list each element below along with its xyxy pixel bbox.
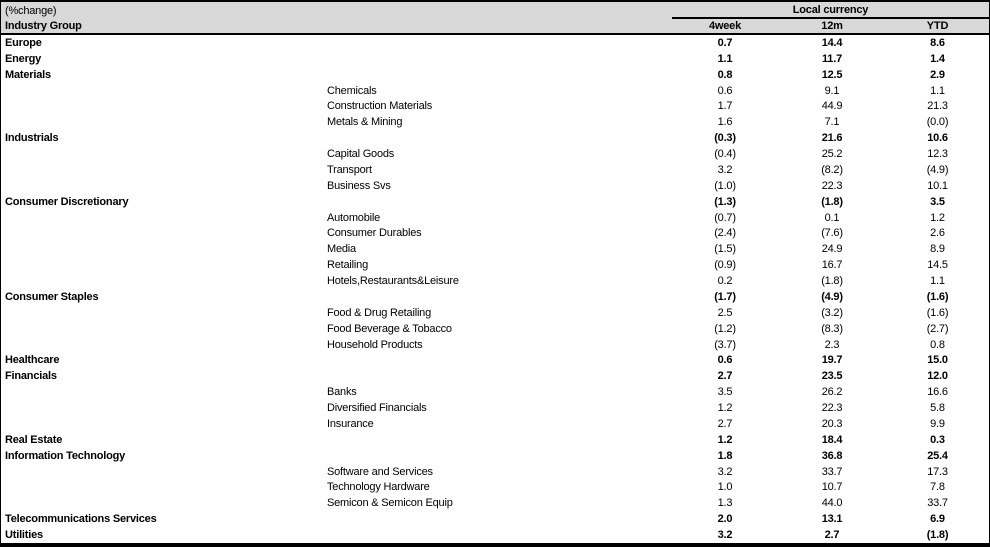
header-row-columns bbox=[1, 19, 989, 35]
row-label: Business Svs bbox=[327, 179, 391, 192]
value-ytd: 3.5 bbox=[930, 195, 945, 208]
value-4week: (1.2) bbox=[714, 322, 736, 335]
row-label: Food & Drug Retailing bbox=[327, 306, 432, 319]
value-12m: (8.3) bbox=[821, 322, 843, 335]
value-ytd: 10.1 bbox=[927, 179, 948, 192]
table-row bbox=[1, 178, 989, 194]
value-4week: 2.7 bbox=[717, 370, 733, 383]
row-label: Capital Goods bbox=[327, 148, 395, 161]
value-ytd: 25.4 bbox=[927, 449, 948, 462]
row-label: Media bbox=[327, 243, 356, 256]
table-row bbox=[1, 146, 989, 162]
row-label: Diversified Financials bbox=[327, 402, 427, 415]
value-4week: 1.1 bbox=[717, 52, 733, 65]
table-row bbox=[1, 337, 989, 353]
value-12m: 7.1 bbox=[824, 116, 840, 129]
column-header-4week: 4week bbox=[708, 20, 742, 32]
value-ytd: 10.6 bbox=[927, 132, 948, 145]
row-label: Consumer Discretionary bbox=[5, 195, 129, 208]
table-row bbox=[1, 114, 989, 130]
row-label: Energy bbox=[5, 52, 42, 65]
value-ytd: 2.9 bbox=[930, 68, 945, 81]
row-label: Consumer Durables bbox=[327, 227, 422, 240]
table-row bbox=[1, 432, 989, 448]
table-row bbox=[1, 448, 989, 464]
value-ytd: (1.6) bbox=[926, 290, 949, 303]
value-12m: 19.7 bbox=[821, 354, 843, 367]
value-12m: 23.5 bbox=[821, 370, 843, 383]
row-label: Household Products bbox=[327, 338, 423, 351]
table-row bbox=[1, 51, 989, 67]
value-12m: 10.7 bbox=[821, 481, 843, 494]
value-ytd: 5.8 bbox=[930, 402, 945, 415]
table-header bbox=[1, 2, 989, 35]
value-12m: 20.3 bbox=[821, 417, 843, 430]
value-4week: (0.3) bbox=[714, 132, 736, 145]
table-row bbox=[1, 273, 989, 289]
table-row bbox=[1, 67, 989, 83]
table-row bbox=[1, 289, 989, 305]
value-12m: 18.4 bbox=[821, 433, 843, 446]
row-label: Semicon & Semicon Equip bbox=[327, 497, 453, 510]
table-row bbox=[1, 400, 989, 416]
value-4week: 0.8 bbox=[717, 68, 733, 81]
row-label: Metals & Mining bbox=[327, 116, 403, 129]
value-ytd: 7.8 bbox=[930, 481, 945, 494]
row-label: Financials bbox=[5, 370, 57, 383]
row-label: Chemicals bbox=[327, 84, 377, 97]
table-row bbox=[1, 495, 989, 511]
value-4week: (0.9) bbox=[714, 259, 736, 272]
value-12m: 22.3 bbox=[821, 402, 843, 415]
value-4week: 1.8 bbox=[717, 449, 733, 462]
table-row bbox=[1, 194, 989, 210]
row-label: Utilities bbox=[5, 529, 43, 542]
value-4week: 0.7 bbox=[717, 36, 733, 49]
value-12m: 36.8 bbox=[821, 449, 843, 462]
value-4week: 0.6 bbox=[717, 84, 733, 97]
value-ytd: 17.3 bbox=[927, 465, 948, 478]
row-label: Automobile bbox=[327, 211, 381, 224]
value-4week: 1.2 bbox=[717, 433, 733, 446]
value-ytd: 16.6 bbox=[927, 386, 948, 399]
table-row bbox=[1, 321, 989, 337]
row-label: Transport bbox=[327, 163, 372, 176]
table-row bbox=[1, 353, 989, 369]
row-label: Software and Services bbox=[327, 465, 433, 478]
row-label: Technology Hardware bbox=[327, 481, 430, 494]
value-12m: 21.6 bbox=[821, 132, 843, 145]
header-row-currency bbox=[1, 2, 989, 19]
value-ytd: 15.0 bbox=[927, 354, 948, 367]
value-12m: 9.1 bbox=[824, 84, 840, 97]
value-12m: 11.7 bbox=[821, 52, 842, 65]
value-12m: 26.2 bbox=[821, 386, 843, 399]
value-12m: (3.2) bbox=[821, 306, 843, 319]
value-12m: (7.6) bbox=[821, 227, 843, 240]
value-12m: 16.7 bbox=[821, 259, 843, 272]
table-row bbox=[1, 226, 989, 242]
value-12m: (8.2) bbox=[821, 163, 843, 176]
value-ytd: 1.1 bbox=[930, 275, 945, 288]
value-12m: 0.1 bbox=[824, 211, 840, 224]
row-label: Retailing bbox=[327, 259, 369, 272]
local-currency-group-header: Local currency bbox=[672, 2, 989, 19]
value-12m: 12.5 bbox=[821, 68, 843, 81]
row-label: Food Beverage & Tobacco bbox=[327, 322, 452, 335]
table-row bbox=[1, 511, 989, 527]
value-4week: (1.3) bbox=[714, 195, 736, 208]
table-row bbox=[1, 305, 989, 321]
value-4week: (1.5) bbox=[714, 243, 736, 256]
value-ytd: 8.6 bbox=[930, 36, 945, 49]
value-12m: 44.9 bbox=[821, 100, 843, 113]
value-4week: (3.7) bbox=[714, 338, 736, 351]
value-4week: 2.0 bbox=[717, 513, 733, 526]
value-4week: 1.7 bbox=[717, 100, 733, 113]
row-label: Healthcare bbox=[5, 354, 60, 367]
value-12m: 24.9 bbox=[821, 243, 843, 256]
value-4week: 3.2 bbox=[717, 163, 733, 176]
value-ytd: (0.0) bbox=[926, 116, 949, 129]
value-ytd: 21.3 bbox=[927, 100, 948, 113]
row-label: Consumer Staples bbox=[5, 290, 99, 303]
value-4week: 3.5 bbox=[717, 386, 733, 399]
value-ytd: 14.5 bbox=[927, 259, 948, 272]
row-label: Real Estate bbox=[5, 433, 63, 446]
value-12m: 13.1 bbox=[821, 513, 843, 526]
row-label: Materials bbox=[5, 68, 51, 81]
value-ytd: (1.8) bbox=[926, 529, 949, 542]
value-4week: (0.4) bbox=[714, 148, 736, 161]
value-ytd: 0.3 bbox=[930, 433, 945, 446]
value-4week: 1.6 bbox=[717, 116, 733, 129]
table-row bbox=[1, 384, 989, 400]
table-row bbox=[1, 210, 989, 226]
table-row bbox=[1, 257, 989, 273]
value-12m: (4.9) bbox=[821, 290, 843, 303]
row-label: Industrials bbox=[5, 132, 59, 145]
column-header-12m: 12m bbox=[821, 20, 843, 32]
table-row bbox=[1, 480, 989, 496]
value-ytd: 1.2 bbox=[930, 211, 945, 224]
value-ytd: 33.7 bbox=[927, 497, 948, 510]
value-ytd: 6.9 bbox=[930, 513, 945, 526]
value-ytd: 12.0 bbox=[927, 370, 948, 383]
value-ytd: 9.9 bbox=[930, 417, 945, 430]
table-row bbox=[1, 83, 989, 99]
row-label: Construction Materials bbox=[327, 100, 433, 113]
value-4week: 3.2 bbox=[717, 465, 733, 478]
value-ytd: 8.9 bbox=[930, 243, 945, 256]
value-4week: 2.7 bbox=[717, 417, 733, 430]
table-row bbox=[1, 368, 989, 384]
table-row bbox=[1, 162, 989, 178]
value-4week: 1.3 bbox=[717, 497, 733, 510]
value-4week: 0.2 bbox=[717, 275, 733, 288]
value-12m: 33.7 bbox=[821, 465, 843, 478]
value-12m: 25.2 bbox=[821, 148, 843, 161]
value-ytd: 1.1 bbox=[930, 84, 945, 97]
value-ytd: (2.7) bbox=[926, 322, 949, 335]
value-ytd: 0.8 bbox=[930, 338, 945, 351]
value-ytd: 2.6 bbox=[930, 227, 945, 240]
value-12m: 44.0 bbox=[821, 497, 843, 510]
table-row bbox=[1, 99, 989, 115]
value-4week: (1.7) bbox=[714, 290, 736, 303]
value-ytd: 12.3 bbox=[927, 148, 948, 161]
value-ytd: (1.6) bbox=[926, 306, 949, 319]
value-12m: 2.7 bbox=[824, 529, 840, 542]
row-label: Telecommunications Services bbox=[5, 513, 157, 526]
table-row bbox=[1, 527, 989, 543]
value-ytd: (4.9) bbox=[926, 163, 949, 176]
row-label: Banks bbox=[327, 386, 357, 399]
row-label: Information Technology bbox=[5, 449, 126, 462]
value-12m: (1.8) bbox=[821, 195, 843, 208]
value-12m: (1.8) bbox=[821, 275, 843, 288]
value-4week: 1.0 bbox=[717, 481, 733, 494]
value-12m: 22.3 bbox=[821, 179, 843, 192]
value-4week: 0.6 bbox=[717, 354, 733, 367]
row-label: Insurance bbox=[327, 417, 374, 430]
table-row bbox=[1, 35, 989, 51]
value-4week: (0.7) bbox=[714, 211, 736, 224]
table-row bbox=[1, 130, 989, 146]
row-label: Hotels,Restaurants&Leisure bbox=[327, 275, 459, 288]
table-row bbox=[1, 241, 989, 257]
value-4week: (1.0) bbox=[714, 179, 736, 192]
column-header-ytd: YTD bbox=[926, 20, 949, 32]
value-4week: 2.5 bbox=[717, 306, 733, 319]
value-12m: 2.3 bbox=[824, 338, 840, 351]
table-row bbox=[1, 416, 989, 432]
row-label: Europe bbox=[5, 36, 42, 49]
value-12m: 14.4 bbox=[821, 36, 843, 49]
industry-group-column-header: Industry Group bbox=[5, 20, 82, 32]
value-4week: 1.2 bbox=[717, 402, 733, 415]
table-body bbox=[1, 35, 989, 543]
value-4week: 3.2 bbox=[717, 529, 733, 542]
table-row bbox=[1, 464, 989, 480]
value-ytd: 1.4 bbox=[930, 52, 945, 65]
percent-change-label: (%change) bbox=[5, 4, 57, 17]
value-4week: (2.4) bbox=[714, 227, 736, 240]
